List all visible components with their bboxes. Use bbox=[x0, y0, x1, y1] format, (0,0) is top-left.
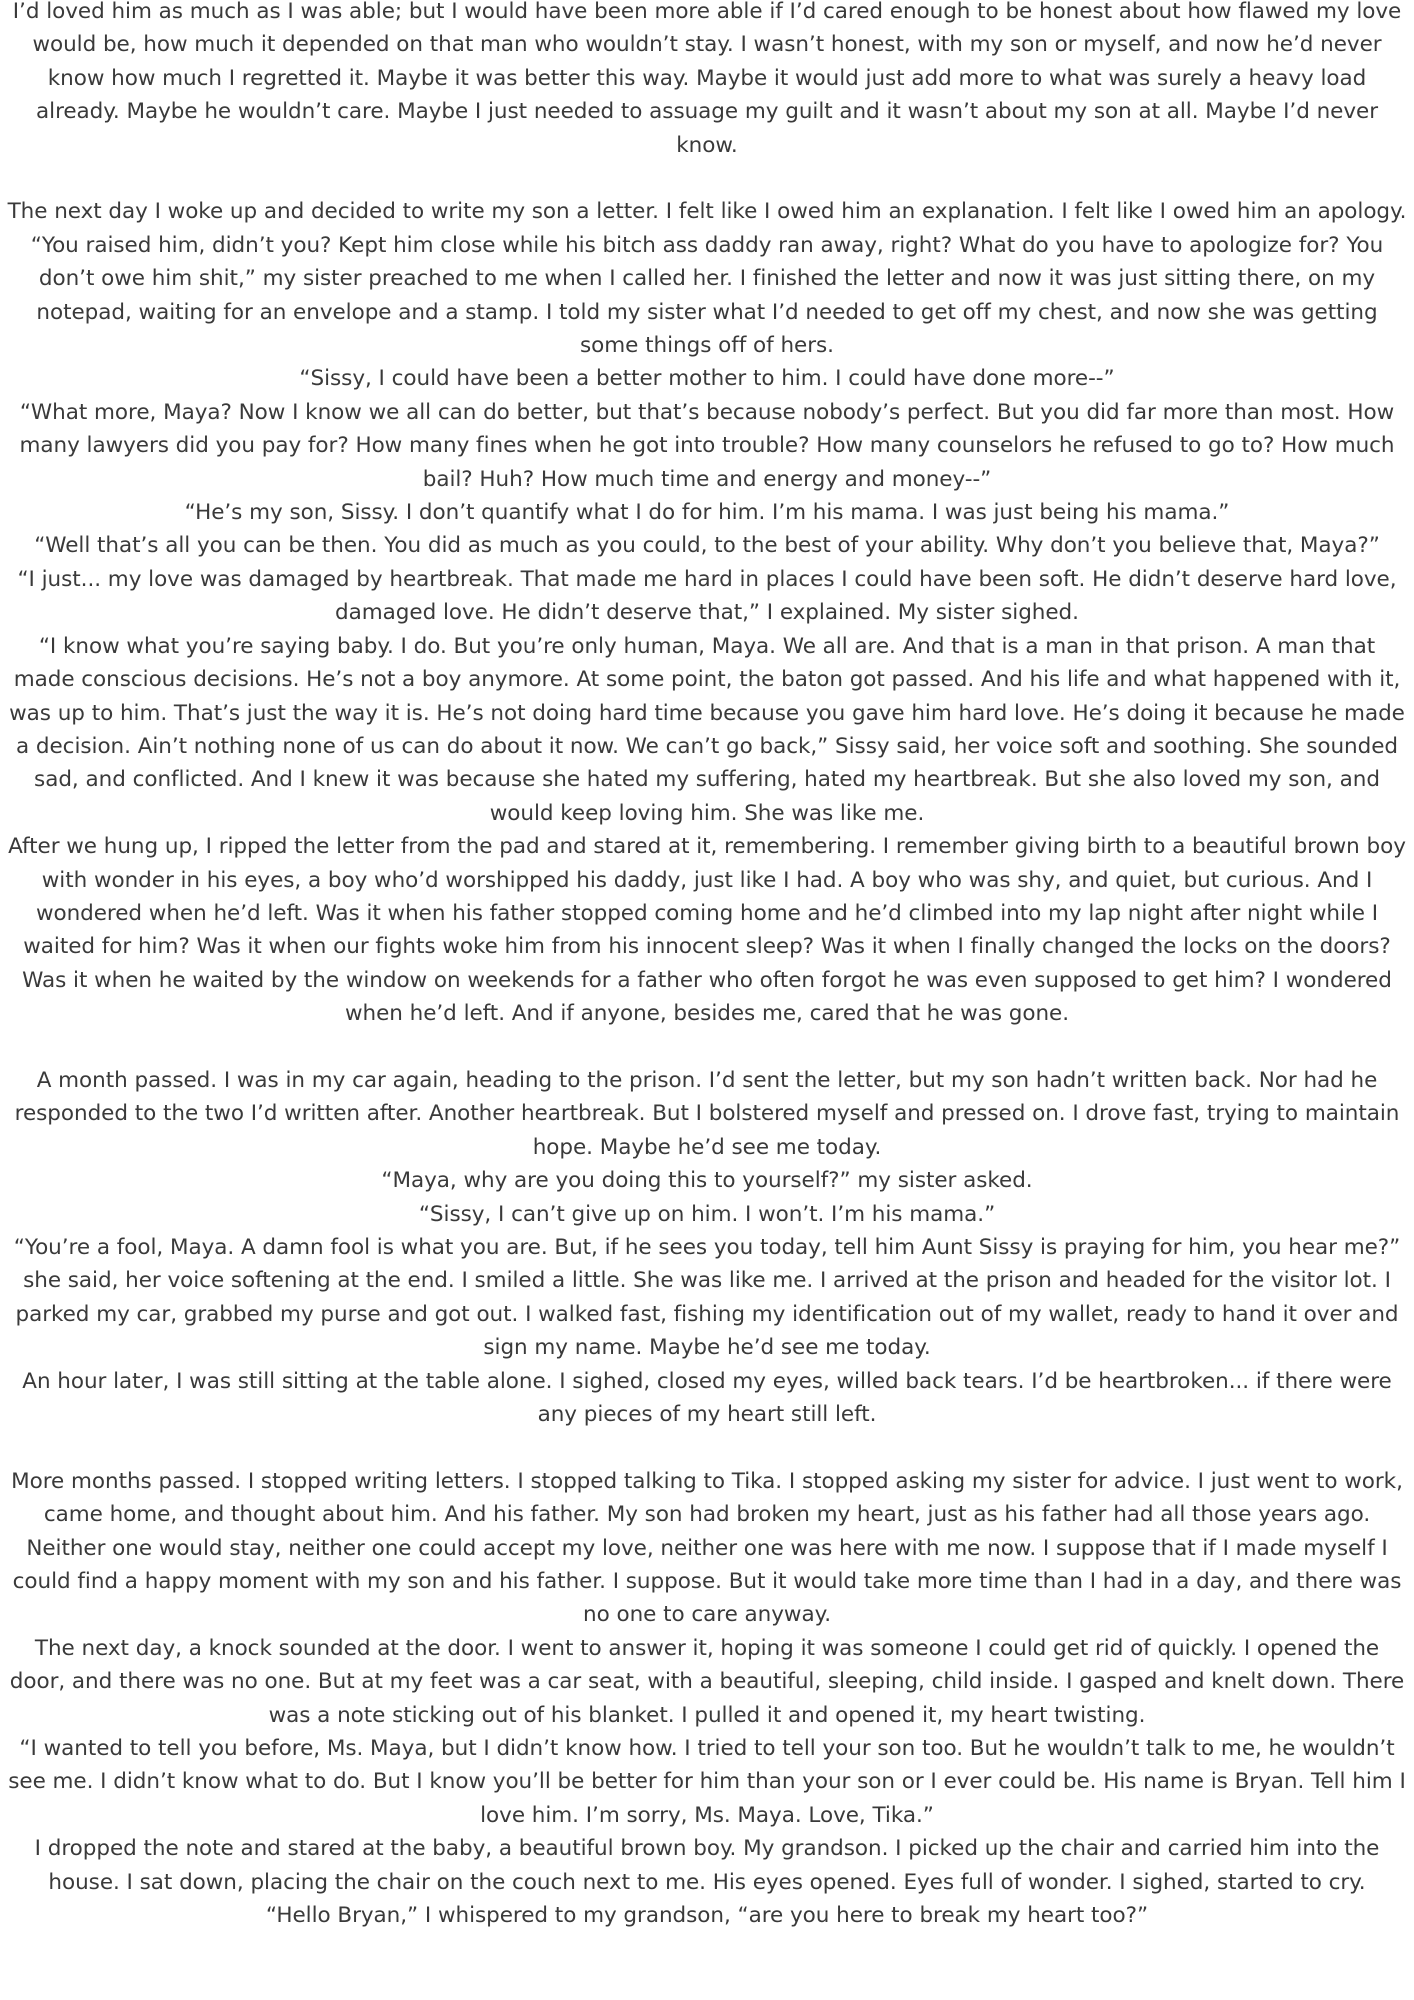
paragraph-10: After we hung up, I ripped the letter from the pad and stared at it, remembering. I remember giving birth to a beautiful brown boy with wonder in his eyes, a boy who’d worshipped his daddy, just like I had. A boy who was shy, and quiet, but curious. And I wondered when he’d left. Was it when his father stopped coming home and he’d climbed into my lap night after night while I waited for him? Was it when our fights woke him from his innocent sleep? Was it when I finally changed the locks on the doors? Was it when he waited by the window on weekends for a father who often forgot he was even supposed to get him? I wondered when he’d left. And if anyone, besides me, cared that he was gone. bbox=[8, 834, 1406, 1027]
paragraph-6: “He’s my son, Sissy. I don’t quantify what I do for him. I’m his mama. I was just being his mama.” bbox=[184, 500, 1230, 526]
paragraph-15: An hour later, I was still sitting at the table alone. I sighed, closed my eyes, willed back tears. I’d be heartbroken... if there were any pieces of my heart still left. bbox=[22, 1368, 1392, 1428]
paragraph-14: “You’re a fool, Maya. A damn fool is what you are. But, if he sees you today, tell him Aunt Sissy is praying for him, you hear me?” she said, her voice softening at the end. I smiled a little. She was like me. I arrived at the prison and headed for the visitor lot. I parked my car, grabbed my purse and got out. I walked fast, fishing my identification out of my wallet, ready to hand it over and sign my name. Maybe he’d see me today. bbox=[13, 1235, 1401, 1361]
paragraph-2: The next day I woke up and decided to write my son a letter. I felt like I owed him an explanation. I felt like I owed him an apology. bbox=[7, 199, 1407, 225]
paragraph-17: The next day, a knock sounded at the door. I went to answer it, hoping it was someone I could get rid of quickly. I opened the door, and there was no one. But at my feet was a car seat, with a beautiful, sleeping, child inside. I gasped and knelt down. There was a note sticking out of his blanket. I pulled it and opened it, my heart twisting. bbox=[9, 1635, 1405, 1728]
paragraph-4: “Sissy, I could have been a better mother to him. I could have done more--” bbox=[299, 366, 1115, 392]
paragraph-1: I’d loved him as much as I was able; but I would have been more able if I’d cared enough to be honest about how flawed my love would be, how much it depended on that man who wouldn’t stay. I wasn’t honest, with my son or myself, and now he’d never know how much I regretted it. Maybe it was better this way. Maybe it would just add more to what was surely a heavy load already. Maybe he wouldn’t care. Maybe I just needed to assuage my guilt and it wasn’t about my son at all. Maybe I’d never know. bbox=[12, 0, 1402, 158]
paragraph-19: I dropped the note and stared at the baby, a beautiful brown boy. My grandson. I picked up the chair and carried him into the house. I sat down, placing the chair on the couch next to me. His eyes opened. Eyes full of wonder. I sighed, started to cry. bbox=[34, 1836, 1380, 1895]
paragraph-7: “Well that’s all you can be then. You did as much as you could, to the best of your ability. Why don’t you believe that, Maya?” bbox=[34, 533, 1380, 559]
paragraph-9: “I know what you’re saying baby. I do. But you’re only human, Maya. We all are. And that is a man in that prison. A man that made conscious decisions. He’s not a boy anymore. At some point, the baton got passed. And his life and what happened with it, was up to him. That’s just the way it is. He’s not doing hard time because you gave him hard love. He’s doing it because he made a decision. Ain’t nothing none of us can do about it now. We can’t go back,” Sissy said, her voice soft and soothing. She sounded sad, and conflicted. And I knew it was because she hated my suffering, hated my heartbreak. But she also loved my son, and would keep loving him. She was like me. bbox=[9, 633, 1405, 826]
paragraph-13: “Sissy, I can’t give up on him. I won’t. I’m his mama.” bbox=[418, 1201, 996, 1227]
paragraph-5: “What more, Maya? Now I know we all can do better, but that’s because nobody’s perfect. But you did far more than most. How many lawyers did you pay for? How many fines when he got into trouble? How many counselors he refused to go to? How much bail? Huh? How much time and energy and money--” bbox=[19, 399, 1395, 492]
paragraph-20: “Hello Bryan,” I whispered to my grandson, “are you here to break my heart too?” bbox=[265, 1903, 1149, 1929]
paragraph-3: “You raised him, didn’t you? Kept him close while his bitch ass daddy ran away, right? What do you have to apologize for? You don’t owe him shit,” my sister preached to me when I called her. I finished the letter and now it was just sitting there, on my notepad, waiting for an envelope and a stamp. I told my sister what I’d needed to get off my chest, and now she was getting some things off of hers. bbox=[30, 232, 1384, 359]
paragraph-18: “I wanted to tell you before, Ms. Maya, but I didn’t know how. I tried to tell your son too. But he wouldn’t talk to me, he wouldn’t see me. I didn’t know what to do. But I know you’ll be better for him than your son or I ever could be. His name is Bryan. Tell him I love him. I’m sorry, Ms. Maya. Love, Tika.” bbox=[8, 1736, 1406, 1828]
paragraph-8: “I just... my love was damaged by heartbreak. That made me hard in places I could have been soft. He didn’t deserve hard love, damaged love. He didn’t deserve that,” I explained. My sister sighed. bbox=[17, 566, 1397, 626]
paragraph-12: “Maya, why are you doing this to yourself?” my sister asked. bbox=[381, 1168, 1033, 1194]
paragraph-11: A month passed. I was in my car again, heading to the prison. I’d sent the letter, but my son hadn’t written back. Nor had he responded to the two I’d written after. Another heartbreak. But I bolstered myself and pressed on. I drove fast, trying to maintain hope. Maybe he’d see me today. bbox=[14, 1067, 1400, 1160]
paragraph-16: More months passed. I stopped writing letters. I stopped talking to Tika. I stopped asking my sister for advice. I just went to work, came home, and thought about him. And his father. My son had broken my heart, just as his father had all those years ago. Neither one would stay, neither one could accept my love, neither one was here with me now. I suppose that if I made myself I could find a happy moment with my son and his father. I suppose. But it would take more time than I had in a day, and there was no one to care anyway. bbox=[11, 1468, 1403, 1628]
